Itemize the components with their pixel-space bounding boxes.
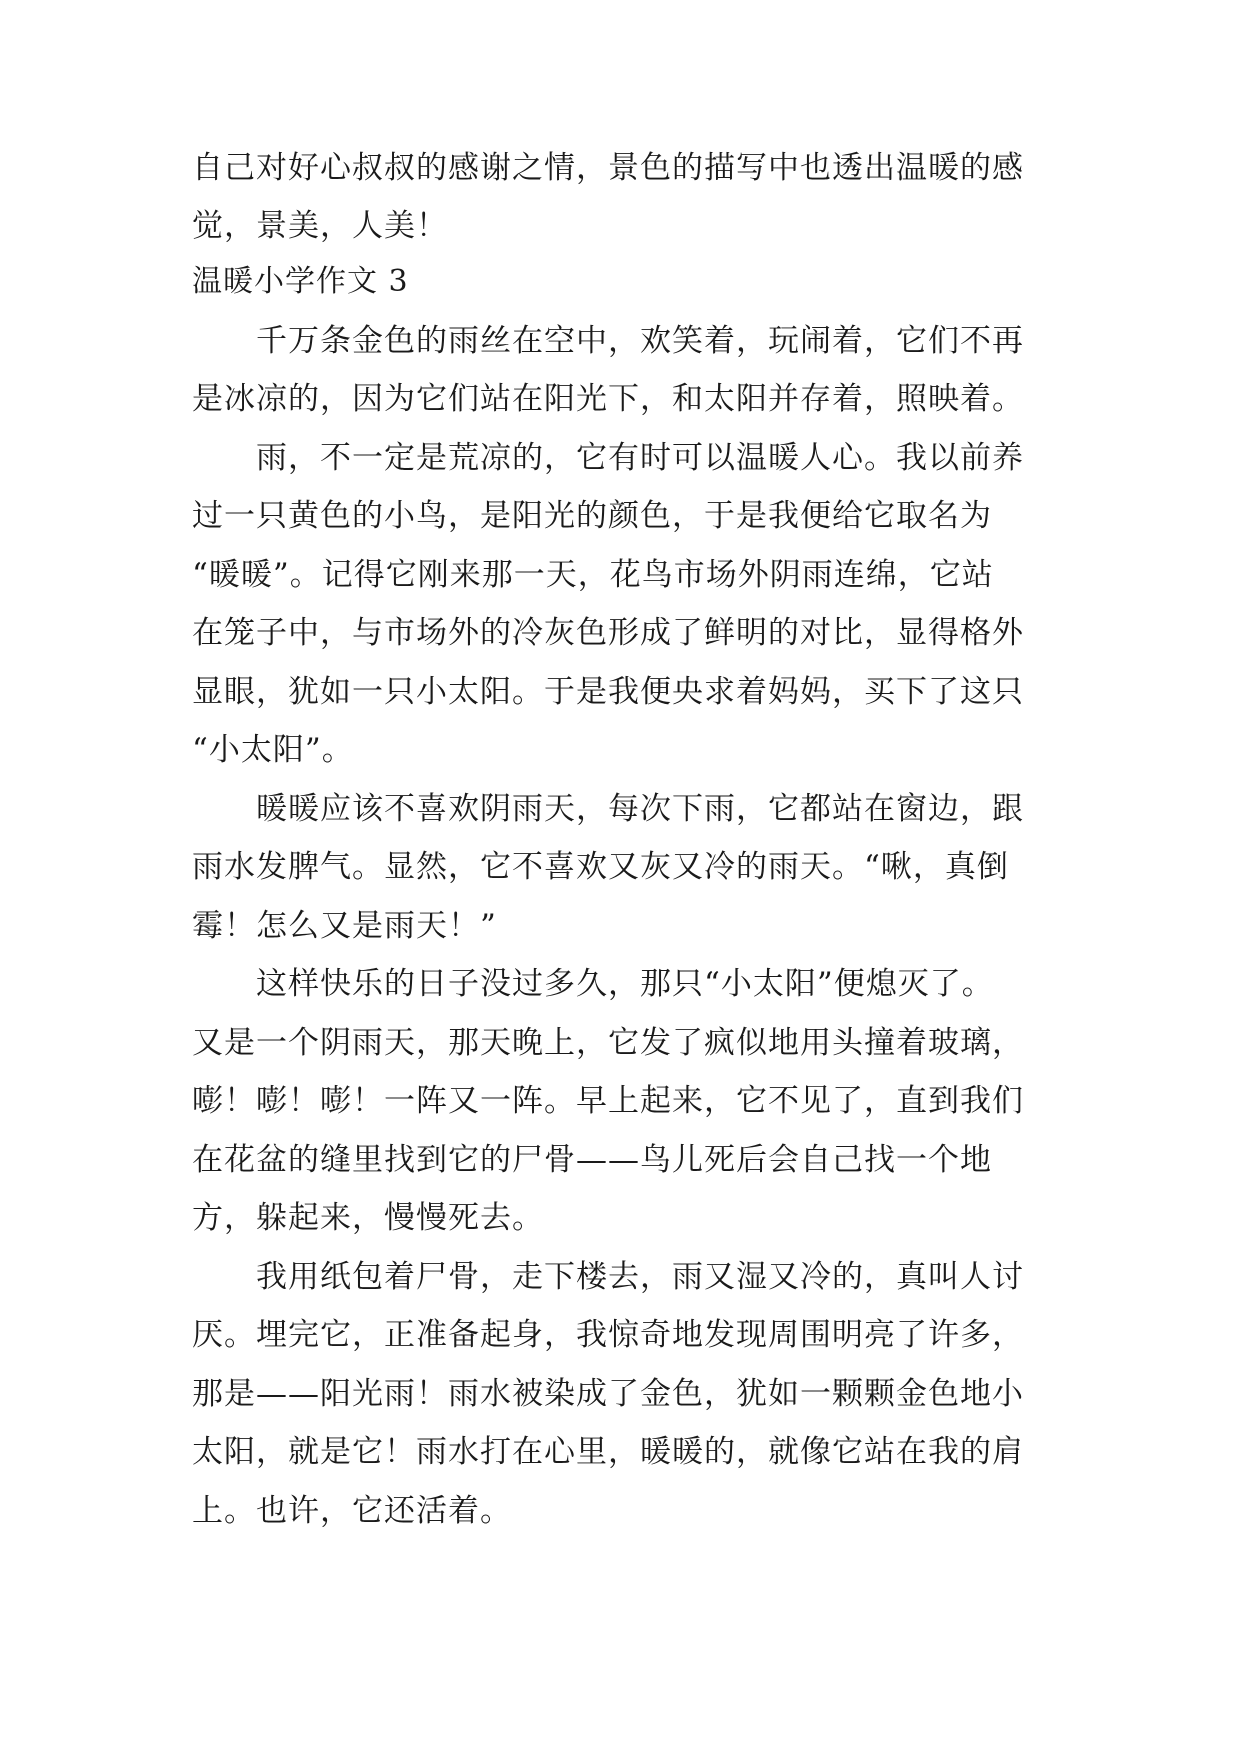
paragraph-line: 是冰凉的，因为它们站在阳光下，和太阳并存着，照映着。 <box>192 381 1024 417</box>
paragraph-line: 在花盆的缝里找到它的尸骨——鸟儿死后会自己找一个地 <box>192 1142 992 1178</box>
paragraph-line: 暖暖应该不喜欢阴雨天，每次下雨，它都站在窗边，跟 <box>192 791 1024 827</box>
essay-title: 温暖小学作文 3 <box>192 264 409 299</box>
paragraph-line: 上。也许，它还活着。 <box>192 1493 512 1529</box>
paragraph-line: 又是一个阴雨天，那天晚上，它发了疯似地用头撞着玻璃， <box>192 1025 1024 1061</box>
paragraph-line: 在笼子中，与市场外的冷灰色形成了鲜明的对比，显得格外 <box>192 615 1024 651</box>
paragraph-line: 太阳，就是它！雨水打在心里，暖暖的，就像它站在我的肩 <box>192 1434 1024 1470</box>
paragraph-line: 嘭！嘭！嘭！一阵又一阵。早上起来，它不见了，直到我们 <box>192 1083 1024 1119</box>
paragraph-line: 雨，不一定是荒凉的，它有时可以温暖人心。我以前养 <box>192 440 1024 476</box>
paragraph-line: 雨水发脾气。显然，它不喜欢又灰又冷的雨天。“啾，真倒 <box>192 849 1009 885</box>
paragraph-line: 千万条金色的雨丝在空中，欢笑着，玩闹着，它们不再 <box>192 323 1024 359</box>
paragraph-line: 那是——阳光雨！雨水被染成了金色，犹如一颗颗金色地小 <box>192 1376 1024 1412</box>
paragraph-line: 显眼，犹如一只小太阳。于是我便央求着妈妈，买下了这只 <box>192 674 1024 710</box>
intro-line: 自己对好心叔叔的感谢之情，景色的描写中也透出温暖的感 <box>192 150 1024 186</box>
paragraph-line: 方，躲起来，慢慢死去。 <box>192 1200 544 1236</box>
paragraph-line: 这样快乐的日子没过多久，那只“小太阳”便熄灭了。 <box>192 966 994 1002</box>
paragraph-line: 我用纸包着尸骨，走下楼去，雨又湿又冷的，真叫人讨 <box>192 1259 1024 1295</box>
paragraph-line: “小太阳”。 <box>192 732 354 768</box>
paragraph-line: 过一只黄色的小鸟，是阳光的颜色，于是我便给它取名为 <box>192 498 992 534</box>
paragraph-line: 厌。埋完它，正准备起身，我惊奇地发现周围明亮了许多， <box>192 1317 1024 1353</box>
intro-line: 觉，景美，人美！ <box>192 208 448 244</box>
paragraph-line: “暖暖”。记得它刚来那一天，花鸟市场外阴雨连绵，它站 <box>192 557 994 593</box>
paragraph-line: 霉！怎么又是雨天！” <box>192 908 497 944</box>
